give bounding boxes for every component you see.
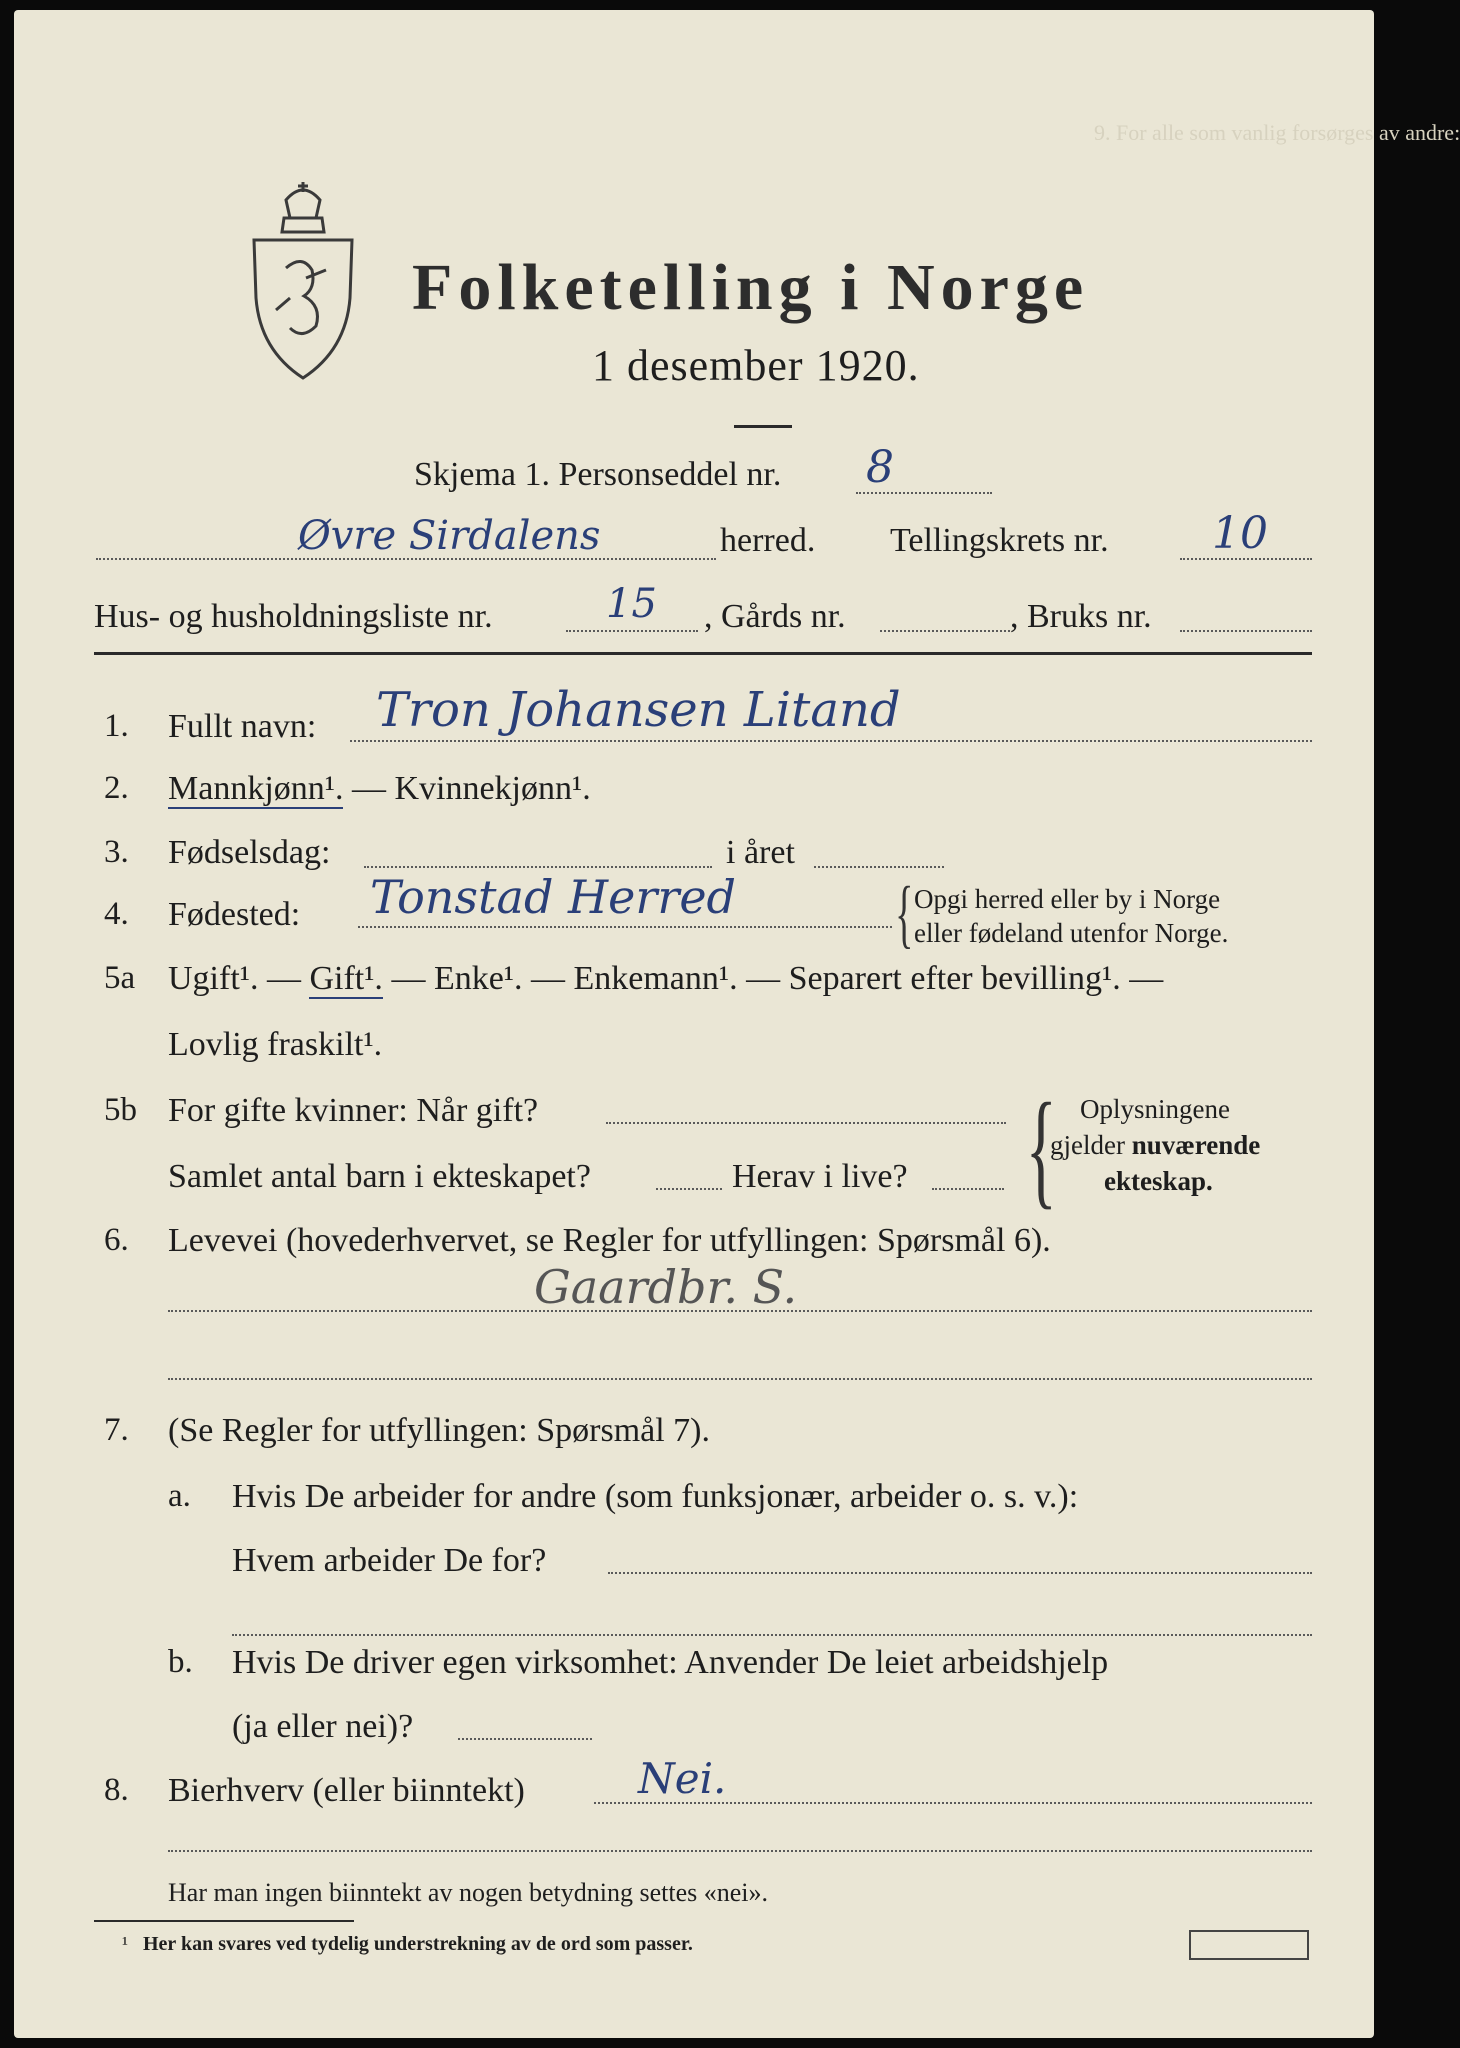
bruks-label: , Bruks nr. xyxy=(1010,598,1152,635)
birth-year-field[interactable] xyxy=(814,866,944,868)
employer-field[interactable] xyxy=(608,1572,1312,1574)
marital-other-options[interactable]: — Enke¹. — Enkemann¹. — Separert efter bevilling¹. — xyxy=(382,960,1164,997)
husliste-field[interactable] xyxy=(566,630,698,632)
birthday-field[interactable] xyxy=(364,866,712,868)
q3-number: 3. xyxy=(104,834,129,870)
footnote: ¹ Her kan svares ved tydelig understrekning av de ord som passer. xyxy=(122,1933,693,1955)
herred-label: herred. xyxy=(720,522,816,559)
gender-female-option[interactable]: Kvinnekjønn¹. xyxy=(394,770,591,807)
occupation-value: Gaardbr. S. xyxy=(534,1260,798,1314)
marriage-note-2: gjelder nuværende xyxy=(1050,1130,1261,1160)
q6-label: Levevei (hovederhvervet, se Regler for utfyllingen: Spørsmål 6). xyxy=(168,1222,1051,1259)
side-income-field-2[interactable] xyxy=(168,1850,1312,1852)
birthplace-note-2: eller fødeland utenfor Norge. xyxy=(914,918,1229,948)
page-subtitle: 1 desember 1920. xyxy=(592,341,920,390)
printer-stamp xyxy=(1189,1930,1309,1960)
tellingskrets-label: Tellingskrets nr. xyxy=(890,522,1109,559)
marriage-note-1: Oplysningene xyxy=(1080,1094,1230,1124)
q4-label: Fødested: xyxy=(168,896,301,933)
tellingskrets-value: 10 xyxy=(1212,508,1268,559)
title-divider xyxy=(734,425,792,428)
q8-label: Bierhverv (eller biinntekt) xyxy=(168,1772,525,1809)
employer-field-2[interactable] xyxy=(232,1634,1312,1636)
q2-number: 2. xyxy=(104,770,129,806)
q7b-line2: (ja eller nei)? xyxy=(232,1708,414,1745)
q7-label: (Se Regler for utfyllingen: Spørsmål 7). xyxy=(168,1412,711,1449)
when-married-field[interactable] xyxy=(606,1122,1006,1124)
birth-year-label: i året xyxy=(726,834,795,871)
side-income-value: Nei. xyxy=(638,1754,727,1803)
q7a-letter: a. xyxy=(168,1478,191,1514)
gards-label: , Gårds nr. xyxy=(704,598,846,635)
q1-number: 1. xyxy=(104,708,129,744)
side-income-note: Har man ingen biinntekt av nogen betydning settes «nei». xyxy=(168,1878,769,1907)
birthplace-value: Tonstad Herred xyxy=(370,870,737,924)
q7-number: 7. xyxy=(104,1412,129,1448)
q4-number: 4. xyxy=(104,896,129,932)
marital-status-line1 xyxy=(168,962,1163,996)
page-title: Folketelling i Norge xyxy=(412,251,1090,324)
marital-status-line2[interactable]: Lovlig fraskilt¹. xyxy=(168,1026,383,1063)
q6-number: 6. xyxy=(104,1222,129,1258)
bleed-through-text: 9. For alle som vanlig forsørges av andre: xyxy=(1094,120,1460,145)
q7a-line2: Hvem arbeider De for? xyxy=(232,1542,547,1579)
children-label: Samlet antal barn i ekteskapet? xyxy=(168,1158,591,1195)
gender-separator: — xyxy=(343,770,395,807)
marriage-note-3: ekteskap. xyxy=(1104,1166,1213,1196)
gender-options xyxy=(168,772,591,806)
footnote-rule xyxy=(94,1920,354,1922)
coat-of-arms-icon xyxy=(246,178,360,386)
q8-number: 8. xyxy=(104,1772,129,1808)
birthplace-field[interactable] xyxy=(358,926,892,928)
birthplace-brace: { xyxy=(895,872,914,956)
gender-male-option[interactable]: Mannkjønn¹. xyxy=(168,770,344,807)
full-name-field[interactable] xyxy=(350,740,1312,742)
q1-label: Fullt navn: xyxy=(168,708,317,745)
header-rule xyxy=(94,652,1312,655)
children-field[interactable] xyxy=(656,1188,722,1190)
q7b-line1: Hvis De driver egen virksomhet: Anvender De leiet arbeidshjelp xyxy=(232,1644,1109,1681)
q5a-number: 5a xyxy=(104,960,136,996)
q7a-line1: Hvis De arbeider for andre (som funksjonær, arbeider o. s. v.): xyxy=(232,1478,1079,1515)
birthplace-note-1: Opgi herred eller by i Norge xyxy=(914,884,1221,914)
marital-ugift-option[interactable]: Ugift¹. xyxy=(168,960,259,997)
person-number-value: 8 xyxy=(866,442,894,493)
marriage-note-brace: { xyxy=(1025,1077,1057,1221)
marital-separator: — xyxy=(258,960,310,997)
herred-value: Øvre Sirdalens xyxy=(298,513,601,559)
occupation-field-2[interactable] xyxy=(168,1378,1312,1380)
marital-gift-option[interactable]: Gift¹. xyxy=(309,960,383,997)
q7b-letter: b. xyxy=(168,1644,193,1680)
full-name-value: Tron Johansen Litand xyxy=(376,682,901,738)
q5b-number: 5b xyxy=(104,1092,137,1128)
children-alive-label: Herav i live? xyxy=(732,1158,908,1195)
hired-help-field[interactable] xyxy=(458,1738,592,1740)
schema-label: Skjema 1. Personseddel nr. xyxy=(414,456,782,493)
husliste-value: 15 xyxy=(606,581,657,627)
q3-label: Fødselsdag: xyxy=(168,834,331,871)
census-form-sheet xyxy=(14,10,1460,2038)
children-alive-field[interactable] xyxy=(932,1188,1004,1190)
bruks-field[interactable] xyxy=(1180,630,1312,632)
gards-field[interactable] xyxy=(880,630,1010,632)
husliste-label: Hus- og husholdningsliste nr. xyxy=(94,598,493,635)
when-married-label: For gifte kvinner: Når gift? xyxy=(168,1092,539,1129)
